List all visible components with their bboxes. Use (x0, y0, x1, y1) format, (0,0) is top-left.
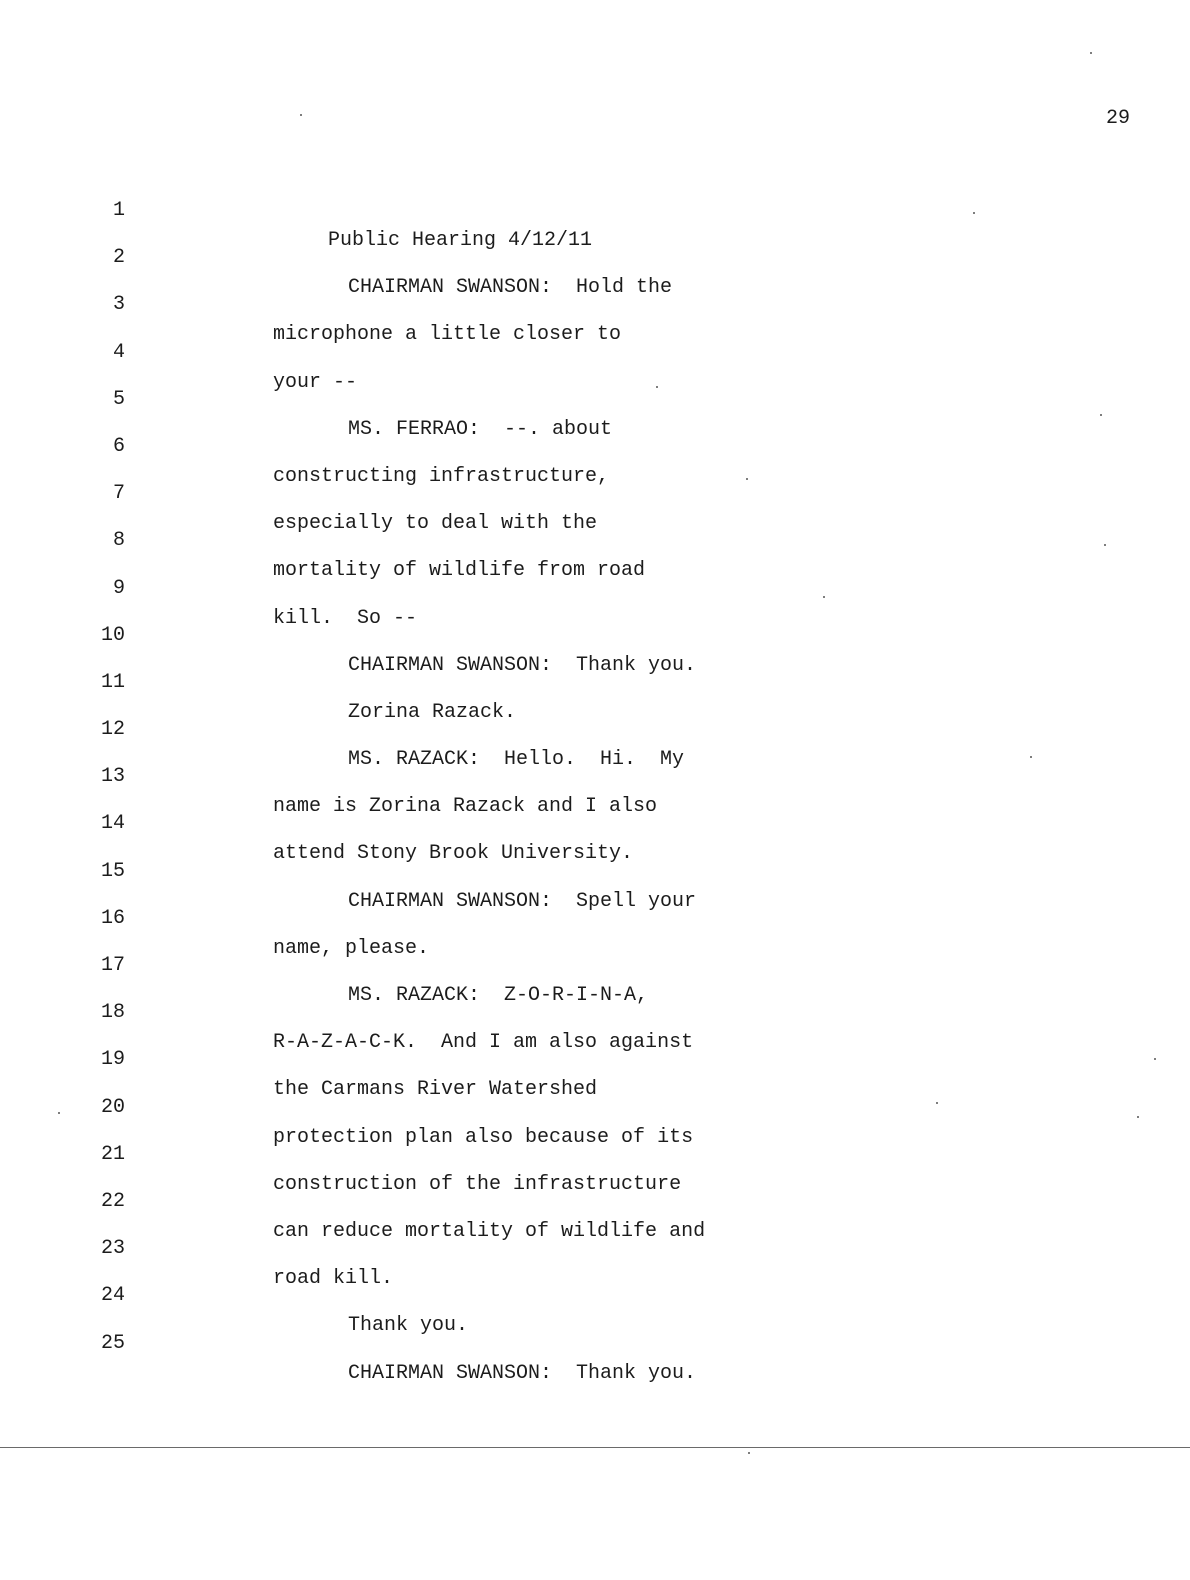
line-number: 15 (100, 859, 125, 883)
line-text: construction of the infrastructure (273, 1172, 682, 1196)
line-number: 12 (100, 718, 125, 742)
line-number: 18 (100, 1001, 125, 1025)
line-text: kill. So -- (273, 606, 418, 630)
transcript-line (0, 732, 1190, 819)
hearing-title: Public Hearing 4/12/11 (328, 229, 593, 252)
transcript-line (0, 308, 1190, 394)
scan-speck (1100, 414, 1102, 416)
line-number: 19 (100, 1048, 125, 1072)
line-number: 23 (100, 1237, 125, 1261)
scan-speck (973, 212, 975, 214)
scan-speck (1030, 756, 1032, 758)
line-number: 2 (112, 246, 125, 270)
scan-speck (1154, 1058, 1156, 1060)
line-number: 9 (112, 576, 125, 600)
scan-speck (1090, 52, 1092, 54)
transcript-line (0, 213, 1190, 300)
line-text: MS. FERRAO: --. about (348, 417, 613, 441)
scan-speck (748, 1452, 750, 1454)
scan-speck (1104, 544, 1106, 546)
line-number: 4 (112, 340, 125, 364)
line-text: constructing infrastructure, (273, 464, 610, 488)
transcript-line (0, 1015, 1190, 1102)
footer-rule (0, 1447, 1190, 1448)
line-text: CHAIRMAN SWANSON: Hold the (348, 276, 673, 300)
line-text: protection plan also because of its (273, 1125, 694, 1149)
line-text: Zorina Razack. (348, 700, 517, 724)
transcript-line (0, 449, 1190, 536)
transcript-line (0, 1157, 1190, 1243)
line-text: MS. RAZACK: Z-O-R-I-N-A, (348, 984, 649, 1007)
line-text: your -- (273, 370, 358, 394)
line-number: 3 (112, 293, 125, 317)
transcript-line (0, 968, 1190, 1055)
scan-speck (936, 1102, 938, 1104)
line-number: 10 (100, 623, 125, 647)
scan-speck (300, 114, 302, 116)
line-number: 16 (100, 906, 125, 930)
transcript-line (0, 496, 1190, 583)
transcript-line (0, 827, 1190, 913)
line-number: 22 (100, 1189, 125, 1213)
transcript-line (0, 166, 1190, 252)
transcript-body (0, 166, 1190, 1385)
transcript-line (0, 638, 1190, 724)
line-text: Thank you. (348, 1314, 469, 1338)
transcript-line (0, 1204, 1190, 1291)
line-text: MS. RAZACK: Hello. Hi. My (348, 748, 685, 772)
line-text: the Carmans River Watershed (273, 1078, 598, 1102)
page-number: 29 (1105, 107, 1130, 130)
transcript-line (0, 1251, 1190, 1338)
transcript-line (0, 779, 1190, 866)
line-number: 20 (100, 1095, 125, 1119)
line-text: name is Zorina Razack and I also (273, 795, 658, 819)
line-text: can reduce mortality of wildlife and (273, 1219, 706, 1243)
line-text: R-A-Z-A-C-K. And I am also against (273, 1031, 694, 1055)
line-number: 17 (100, 954, 125, 977)
line-text: CHAIRMAN SWANSON: Thank you. (348, 1361, 697, 1385)
line-number: 6 (112, 434, 125, 458)
line-text: especially to deal with the (273, 512, 598, 536)
line-text: road kill. (273, 1267, 394, 1291)
line-number: 21 (100, 1142, 125, 1166)
line-number: 1 (112, 199, 125, 222)
line-number: 11 (100, 670, 125, 694)
line-number: 8 (112, 529, 125, 553)
scan-speck (1137, 1116, 1139, 1118)
scan-speck (656, 386, 658, 388)
scan-speck (746, 478, 748, 480)
transcript-line (0, 874, 1190, 960)
transcript-line (0, 402, 1190, 488)
line-number: 25 (100, 1331, 125, 1355)
transcript-line (0, 1110, 1190, 1196)
line-text: microphone a little closer to (273, 323, 622, 347)
scan-speck (823, 596, 825, 598)
line-number: 7 (112, 482, 125, 506)
line-number: 5 (112, 387, 125, 411)
scan-speck (58, 1112, 60, 1114)
line-number: 14 (100, 812, 125, 836)
line-text: mortality of wildlife from road (273, 559, 646, 583)
transcript-line (0, 260, 1190, 347)
line-text: attend Stony Brook University. (273, 842, 634, 866)
transcript-line (0, 544, 1190, 630)
transcript-line (0, 1299, 1190, 1385)
line-text: name, please. (273, 936, 430, 960)
transcript-line (0, 355, 1190, 441)
transcript-line (0, 921, 1190, 1007)
transcript-line (0, 591, 1190, 677)
line-number: 24 (100, 1284, 125, 1308)
transcript-line (0, 1063, 1190, 1149)
line-number: 13 (100, 765, 125, 789)
line-text: CHAIRMAN SWANSON: Thank you. (348, 653, 697, 677)
line-text: CHAIRMAN SWANSON: Spell your (348, 889, 697, 913)
transcript-line (0, 685, 1190, 772)
